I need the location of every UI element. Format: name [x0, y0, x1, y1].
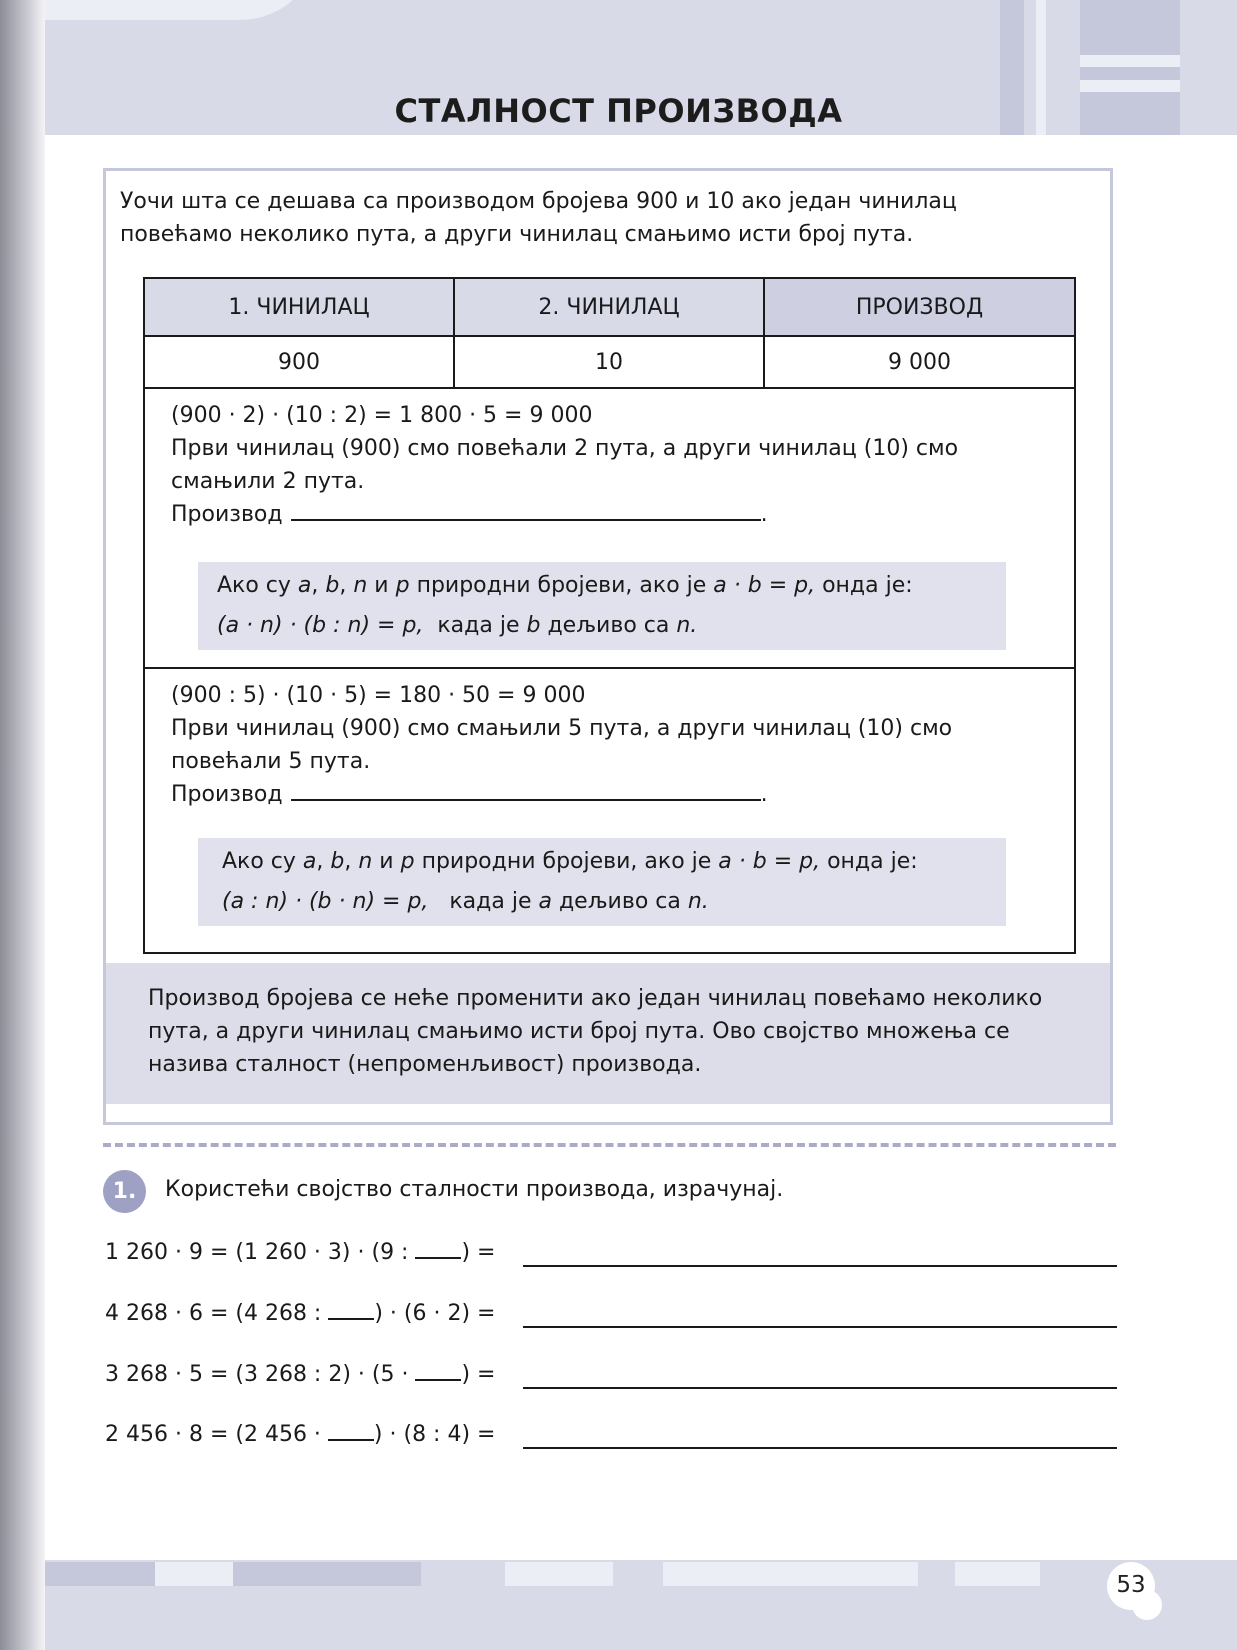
rule-text: Ако су	[217, 573, 298, 598]
exercise-row	[105, 1362, 1117, 1402]
rule-var: n.	[687, 889, 709, 914]
rule-line	[222, 882, 1006, 922]
rule-text: ,	[344, 849, 359, 874]
table-cell-product: 9 000	[765, 337, 1074, 389]
example-equation: (900 · 2) · (10 : 2) = 1 800 · 5 = 9 000	[171, 403, 593, 428]
dashed-separator	[103, 1143, 1116, 1147]
fill-in-blank[interactable]	[328, 1317, 374, 1320]
rule-text: ,	[311, 573, 326, 598]
example-text: смањили 2 пута.	[171, 469, 365, 494]
rule-text: ,	[339, 573, 354, 598]
answer-line[interactable]	[523, 1265, 1117, 1267]
rule-text: и	[367, 573, 396, 598]
product-answer-row: Производ .	[171, 502, 768, 527]
rule-var: p	[395, 573, 410, 598]
page-gutter-shadow	[0, 0, 45, 1650]
rule-var: p	[400, 849, 415, 874]
fill-in-blank[interactable]	[415, 1378, 461, 1381]
equation-right: ) · (6 · 2) =	[374, 1301, 496, 1326]
rule-var: b	[526, 613, 541, 638]
example-text: Први чинилац (900) смо повећали 2 пута, а други чинилац (10) смо	[171, 436, 959, 461]
bottom-decor-strip	[155, 1562, 233, 1586]
equation-right: ) =	[461, 1240, 496, 1265]
rule-expression: a · b = p,	[718, 849, 821, 874]
answer-line[interactable]	[523, 1447, 1117, 1449]
equation-left: 2 456 · 8 = (2 456 ·	[105, 1422, 328, 1447]
rule-box-2	[198, 838, 1006, 926]
rule-text: када је	[423, 613, 527, 638]
rule-line	[222, 842, 1006, 882]
rule-var: b	[325, 573, 340, 598]
product-answer-blank[interactable]	[291, 798, 761, 801]
bottom-decor-strip	[955, 1562, 1040, 1586]
bottom-decor-strip	[505, 1562, 613, 1586]
rule-line	[217, 606, 1006, 646]
factors-table	[143, 277, 1076, 954]
rule-box-1	[198, 562, 1006, 650]
exercise-equation	[105, 1422, 495, 1447]
intro-text	[120, 185, 1080, 251]
rule-text: ,	[316, 849, 331, 874]
rule-expression: (a : n) · (b · n) = p,	[222, 889, 429, 914]
rule-text: Ако су	[222, 849, 303, 874]
exercise-row	[105, 1422, 1117, 1462]
exercise-equation	[105, 1240, 495, 1265]
rule-text: када је	[428, 889, 539, 914]
rule-expression: (a · n) · (b : n) = p,	[217, 613, 424, 638]
example-text: повећали 5 пута.	[171, 749, 371, 774]
example-2	[171, 679, 1051, 811]
rule-var: b	[330, 849, 345, 874]
equation-right: ) · (8 : 4) =	[373, 1422, 496, 1447]
exercise-equation	[105, 1301, 495, 1326]
summary-box	[106, 963, 1110, 1104]
exercise-instruction: Користећи својство сталности производа, израчунај.	[165, 1177, 784, 1202]
page-number: 53	[1116, 1572, 1146, 1598]
summary-line: пута, а други чинилац смањимо исти број пута. Ово својство множења се	[148, 1019, 1010, 1044]
example-text: Први чинилац (900) смо смањили 5 пута, а други чинилац (10) смо	[171, 716, 953, 741]
rule-text: онда је:	[815, 573, 913, 598]
table-header-product: ПРОИЗВОД	[765, 279, 1074, 337]
top-decor-bar	[1080, 80, 1180, 92]
example-equation: (900 : 5) · (10 · 5) = 180 · 50 = 9 000	[171, 683, 586, 708]
bottom-decor-strip	[45, 1562, 155, 1586]
exercise-equation	[105, 1362, 495, 1387]
intro-line: Уочи шта се дешава са производом бројева 900 и 10 ако један чинилац	[120, 189, 957, 214]
product-label: Производ	[171, 502, 283, 527]
rule-expression: a · b = p,	[713, 573, 816, 598]
equation-right: ) =	[461, 1362, 496, 1387]
rule-var: n	[353, 573, 368, 598]
table-divider	[145, 667, 1074, 669]
exercise-number-badge: 1.	[103, 1170, 146, 1213]
table-header-factor1: 1. ЧИНИЛАЦ	[145, 279, 455, 337]
summary-line: назива сталност (непроменљивост) производа.	[148, 1052, 702, 1077]
top-decor-bar	[1080, 55, 1180, 67]
product-label: Производ	[171, 782, 283, 807]
fill-in-blank[interactable]	[328, 1438, 374, 1441]
table-header-factor2: 2. ЧИНИЛАЦ	[455, 279, 765, 337]
summary-line: Производ бројева се неће променити ако један чинилац повећамо неколико	[148, 986, 1043, 1011]
rule-var: n	[358, 849, 373, 874]
bottom-decor-strip	[233, 1562, 421, 1586]
answer-line[interactable]	[523, 1387, 1117, 1389]
bottom-decor-strip	[663, 1562, 918, 1586]
equation-left: 1 260 · 9 = (1 260 · 3) · (9 :	[105, 1240, 416, 1265]
product-answer-row: Производ .	[171, 782, 768, 807]
product-answer-blank[interactable]	[291, 518, 761, 521]
rule-var: a	[538, 889, 552, 914]
rule-var: n.	[676, 613, 698, 638]
equation-left: 3 268 · 5 = (3 268 : 2) · (5 ·	[105, 1362, 416, 1387]
rule-text: дељиво са	[540, 613, 677, 638]
rule-var: a	[297, 573, 312, 598]
example-1	[171, 399, 1051, 531]
rule-var: a	[302, 849, 317, 874]
answer-line[interactable]	[523, 1326, 1117, 1328]
rule-text: дељиво са	[551, 889, 688, 914]
rule-text: природни бројеви, ако је	[409, 573, 714, 598]
rule-text: природни бројеви, ако је	[414, 849, 719, 874]
exercise-row	[105, 1301, 1117, 1341]
exercise-row	[105, 1240, 1117, 1280]
intro-line: повећамо неколико пута, а други чинилац смањимо исти број пута.	[120, 222, 914, 247]
rule-line	[217, 566, 1006, 606]
fill-in-blank[interactable]	[415, 1256, 461, 1259]
rule-text: онда је:	[820, 849, 918, 874]
table-cell-factor1: 900	[145, 337, 455, 389]
rule-text: и	[372, 849, 401, 874]
page-title: СТАЛНОСТ ПРОИЗВОДА	[394, 92, 843, 130]
table-cell-factor2: 10	[455, 337, 765, 389]
equation-left: 4 268 · 6 = (4 268 :	[105, 1301, 329, 1326]
